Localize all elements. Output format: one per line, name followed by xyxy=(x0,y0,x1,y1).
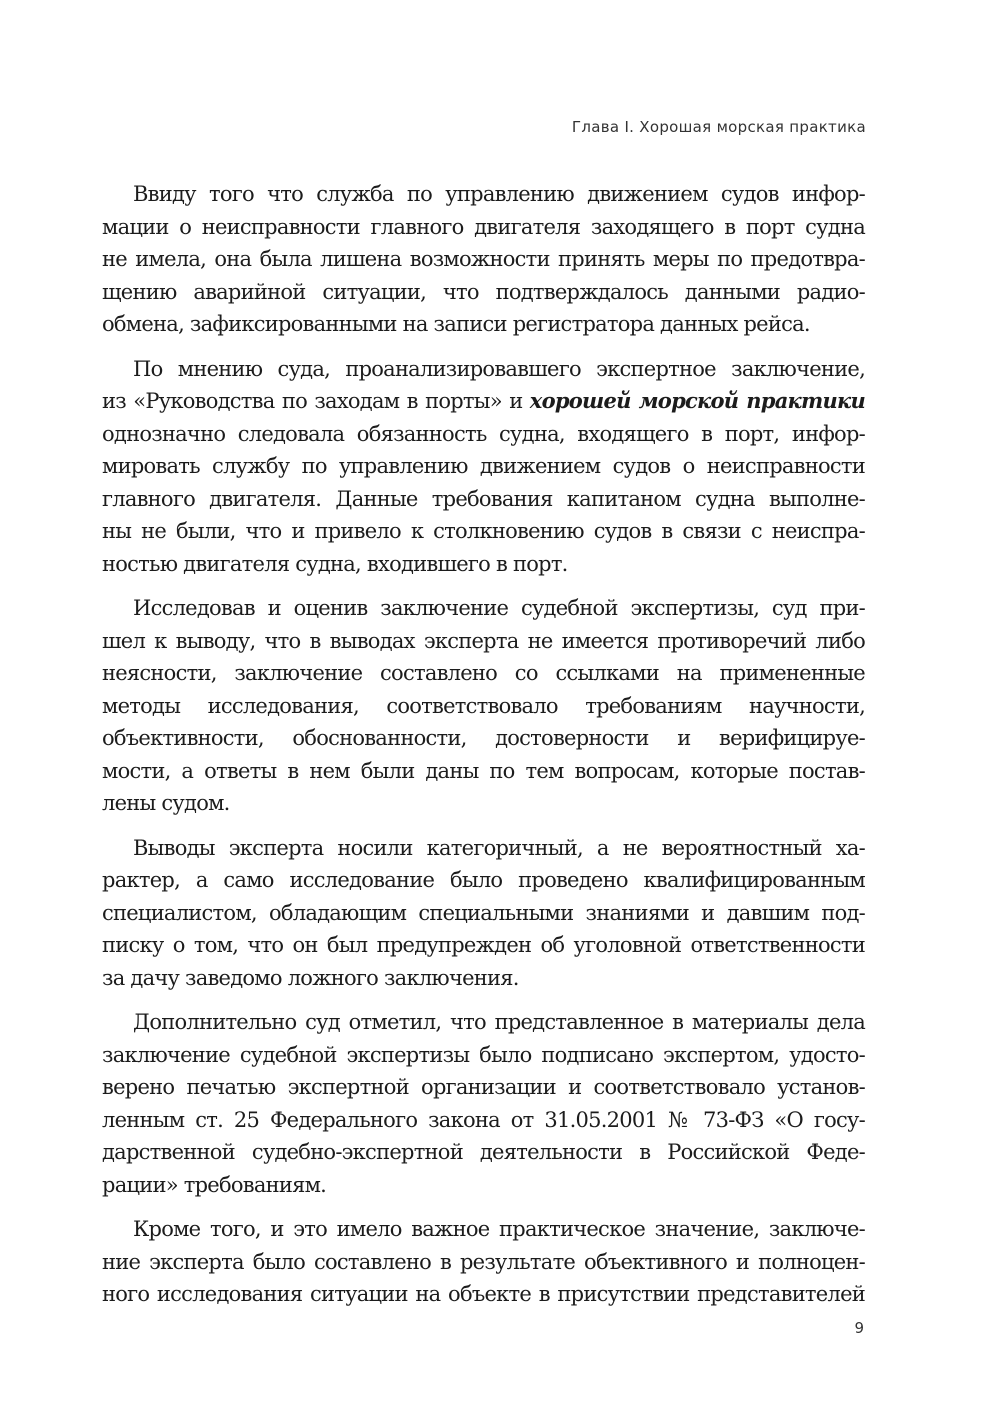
text-line xyxy=(102,722,865,755)
text-segment: однозначно следовала обязанность судна, входящего в порт, инфор- xyxy=(102,421,865,446)
paragraph xyxy=(102,592,865,820)
text-segment: ние эксперта было составлено в результате объективного и полноцен- xyxy=(102,1249,865,1274)
text-line xyxy=(102,1071,865,1104)
text-line xyxy=(102,1039,865,1072)
text-line xyxy=(102,1213,865,1246)
text-line xyxy=(102,483,865,516)
text-segment: специалистом, обладающим специальными знаниями и давшим под- xyxy=(102,900,865,925)
text-line xyxy=(102,178,865,211)
text-segment: верено печатью экспертной организации и соответствовало установ- xyxy=(102,1075,865,1099)
text-segment: ностью двигателя судна, входившего в порт. xyxy=(102,551,568,576)
text-segment: Исследовав и оценив заключение судебной экспертизы, суд при- xyxy=(133,596,865,620)
text-line xyxy=(102,787,865,820)
text-segment: главного двигателя. Данные требования капитаном судна выполне- xyxy=(102,486,865,511)
text-line xyxy=(102,243,865,276)
paragraph xyxy=(102,353,865,581)
text-segment: объективности, обоснованности, достоверности и верифицируе- xyxy=(102,726,865,750)
text-segment: мировать службу по управлению движением судов о неисправности xyxy=(102,454,865,478)
text-segment: за дачу заведомо ложного заключения. xyxy=(102,965,519,990)
text-segment: мости, а ответы в нем были даны по тем вопросам, которые постав- xyxy=(102,758,865,783)
page-number: 9 xyxy=(854,1319,864,1337)
text-segment: обмена, зафиксированными на записи регистратора данных рейса. xyxy=(102,312,810,336)
text-line xyxy=(102,1278,865,1311)
text-line xyxy=(102,897,865,930)
running-header: Глава I. Хорошая морская практика xyxy=(571,118,866,136)
text-line xyxy=(102,276,865,309)
text-line xyxy=(102,1169,865,1202)
text-line xyxy=(102,832,865,865)
text-line xyxy=(102,353,865,386)
text-segment: Выводы эксперта носили категоричный, а не вероятностный ха- xyxy=(133,835,865,860)
text-segment: щению аварийной ситуации, что подтверждалось данными радио- xyxy=(102,279,865,304)
text-segment: рации» требованиям. xyxy=(102,1172,327,1197)
text-line xyxy=(102,864,865,897)
text-line xyxy=(102,962,865,995)
text-line xyxy=(102,211,865,244)
body-text xyxy=(102,178,865,1323)
text-segment: ны не были, что и привело к столкновению судов в связи с неиспра- xyxy=(102,519,865,543)
text-segment: методы исследования, соответствовало требованиям научности, xyxy=(102,693,865,718)
text-line xyxy=(102,1006,865,1039)
text-line xyxy=(102,1136,865,1169)
text-line xyxy=(102,1246,865,1279)
text-segment: из «Руководства по заходам в порты» и xyxy=(102,389,530,413)
text-segment: не имела, она была лишена возможности принять меры по предотвра- xyxy=(102,247,865,271)
text-segment: заключение судебной экспертизы было подписано экспертом, удосто- xyxy=(102,1042,865,1067)
text-segment: шел к выводу, что в выводах эксперта не имеется противоречий либо xyxy=(102,628,865,653)
text-segment: мации о неисправности главного двигателя заходящего в порт судна xyxy=(102,214,865,239)
text-line xyxy=(102,1104,865,1137)
text-segment: Ввиду того что служба по управлению движением судов инфор- xyxy=(133,182,865,206)
text-line xyxy=(102,755,865,788)
text-segment: ного исследования ситуации на объекте в присутствии представителей xyxy=(102,1282,865,1306)
text-line xyxy=(102,308,865,341)
text-segment: Кроме того, и это имело важное практическое значение, заключе- xyxy=(133,1217,865,1241)
text-segment: лены судом. xyxy=(102,791,230,815)
text-segment: ленным ст. 25 Федерального закона от 31.05.2001 № 73-ФЗ «О госу- xyxy=(102,1107,865,1132)
text-line xyxy=(102,418,865,451)
paragraph xyxy=(102,832,865,995)
text-line xyxy=(102,592,865,625)
text-segment: Дополнительно суд отметил, что представленное в материалы дела xyxy=(133,1010,865,1034)
text-segment: рактер, а само исследование было проведено квалифицированным xyxy=(102,868,865,892)
text-line xyxy=(102,625,865,658)
text-segment: писку о том, что он был предупрежден об уголовной ответственности xyxy=(102,933,865,957)
text-segment: дарственной судебно-экспертной деятельности в Российской Феде- xyxy=(102,1140,865,1164)
text-line xyxy=(102,450,865,483)
paragraph xyxy=(102,178,865,341)
text-segment: По мнению суда, проанализировавшего экспертное заключение, xyxy=(133,356,865,381)
text-segment: неясности, заключение составлено со ссылками на примененные xyxy=(102,661,865,685)
text-line xyxy=(102,657,865,690)
text-line xyxy=(102,929,865,962)
paragraph xyxy=(102,1213,865,1311)
emphasis-text: хорошей морской практики xyxy=(529,388,865,413)
text-line xyxy=(102,690,865,723)
text-line xyxy=(102,548,865,581)
text-line xyxy=(102,515,865,548)
paragraph xyxy=(102,1006,865,1201)
text-line xyxy=(102,385,865,418)
